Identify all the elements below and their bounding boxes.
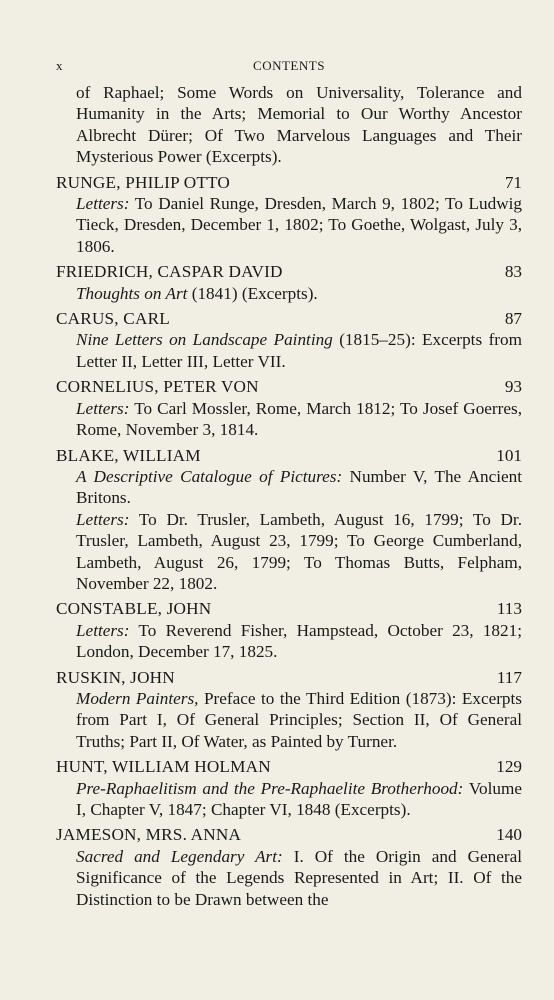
entry-description: [76, 329, 522, 372]
page-number: 129: [496, 757, 522, 777]
entry-description: [76, 688, 522, 752]
work-title: Modern Painters,: [76, 688, 199, 708]
work-details: (1841) (Excerpts).: [187, 283, 318, 303]
work-details: To Reverend Fisher, Hampstead, October 23, 1821; London, December 17, 1825.: [76, 620, 522, 662]
work-details: I. Of the Origin and General Significance of the Legends Represented in Art; II. Of the Distinction to be Drawn between the: [76, 846, 522, 909]
description-paragraph: [76, 620, 522, 663]
entry-description: [76, 620, 522, 663]
work-details: Preface to the Third Edition (1873): Excerpts from Part I, Of General Principles; Section II, Of General Truths; Part II, Of Water, as Painted by Turner.: [76, 688, 522, 751]
work-details: To Carl Mossler, Rome, March 1812; To Josef Goerres, Rome, November 3, 1814.: [76, 398, 522, 440]
work-title: Letters:: [76, 509, 130, 529]
page-number: 101: [496, 445, 522, 465]
description-paragraph: [76, 688, 522, 752]
contents-entry: [56, 667, 522, 753]
running-header: [56, 58, 522, 82]
contents-entry: [56, 824, 522, 910]
author-name: JAMESON, MRS. ANNA: [56, 825, 242, 845]
page-number: 113: [496, 599, 522, 619]
author-name: CONSTABLE, JOHN: [56, 599, 212, 619]
entry-description: [76, 466, 522, 594]
entry-description: [76, 398, 522, 441]
entry-heading: [56, 824, 522, 845]
contents-entries: [56, 172, 522, 910]
entry-description: [76, 846, 522, 910]
running-title: CONTENTS: [253, 58, 325, 73]
description-paragraph: [76, 283, 522, 304]
contents-entry: [56, 445, 522, 595]
continued-entry-text: of Raphael; Some Words on Universality, Tolerance and Humanity in the Arts; Memorial to Our Worthy Ancestor Albrecht Dürer; Of Two Marvelous Languages and Their Mysterious Power (Excerpts).: [76, 83, 522, 167]
description-paragraph: [76, 329, 522, 372]
work-details: Volume I, Chapter V, 1847; Chapter VI, 1848 (Excerpts).: [76, 778, 522, 819]
author-name: FRIEDRICH, CASPAR DAVID: [56, 262, 283, 282]
work-title: Nine Letters on Landscape Painting: [76, 330, 333, 350]
contents-entry: [56, 756, 522, 820]
work-details: To Dr. Trusler, Lambeth, August 16, 1799; To Dr. Trusler, Lambeth, August 23, 1799; To George Cumberland, Lambeth, August 26, 1799; To Thomas Butts, Felpham, November 22, 1802.: [76, 509, 522, 593]
work-details: (1815–25): Excerpts from Letter II, Letter III, Letter VII.: [76, 330, 522, 371]
contents-entry: [56, 376, 522, 440]
contents-page: [56, 58, 522, 910]
entry-heading: [56, 598, 522, 619]
description-paragraph: [76, 778, 522, 821]
work-title: Letters:: [76, 620, 130, 640]
entry-description: [76, 283, 522, 304]
description-paragraph: [76, 509, 522, 595]
entry-heading: [56, 172, 522, 193]
entry-heading: [56, 261, 522, 282]
work-title: Letters:: [76, 194, 130, 214]
work-title: A Descriptive Catalogue of Pictures:: [76, 466, 343, 486]
entry-heading: [56, 308, 522, 329]
author-name: HUNT, WILLIAM HOLMAN: [56, 757, 271, 777]
work-title: Pre-Raphaelitism and the Pre-Raphaelite Brotherhood:: [76, 778, 464, 798]
entry-heading: [56, 756, 522, 777]
work-title: Thoughts on Art: [76, 283, 188, 303]
description-paragraph: [76, 466, 522, 509]
work-details: Number V, The Ancient Britons.: [76, 466, 522, 508]
contents-entry: [56, 308, 522, 372]
author-name: BLAKE, WILLIAM: [56, 445, 201, 465]
entry-heading: [56, 376, 522, 397]
work-details: To Daniel Runge, Dresden, March 9, 1802; To Ludwig Tieck, Dresden, December 1, 1802; To Goethe, Wolgast, July 3, 1806.: [76, 194, 522, 256]
contents-entry: [56, 261, 522, 304]
description-paragraph: [76, 398, 522, 441]
page-number: 87: [504, 309, 522, 329]
author-name: CARUS, CARL: [56, 309, 170, 329]
entry-heading: [56, 445, 522, 466]
description-paragraph: [76, 193, 522, 257]
entry-heading: [56, 667, 522, 688]
page-number: 93: [504, 377, 522, 397]
page-number: 83: [504, 262, 522, 282]
contents-entry: [56, 598, 522, 662]
author-name: CORNELIUS, PETER VON: [56, 377, 259, 397]
page-number-roman: x: [56, 58, 63, 73]
page-number: 71: [504, 172, 522, 192]
author-name: RUSKIN, JOHN: [56, 667, 175, 687]
entry-description: [76, 193, 522, 257]
author-name: RUNGE, PHILIP OTTO: [56, 172, 231, 192]
entry-description: [76, 778, 522, 821]
contents-entry: [56, 172, 522, 258]
work-title: Sacred and Legendary Art:: [76, 846, 283, 866]
description-paragraph: [76, 846, 522, 910]
work-title: Letters:: [76, 398, 130, 418]
page-number: 117: [496, 667, 522, 687]
page-number: 140: [496, 825, 522, 845]
